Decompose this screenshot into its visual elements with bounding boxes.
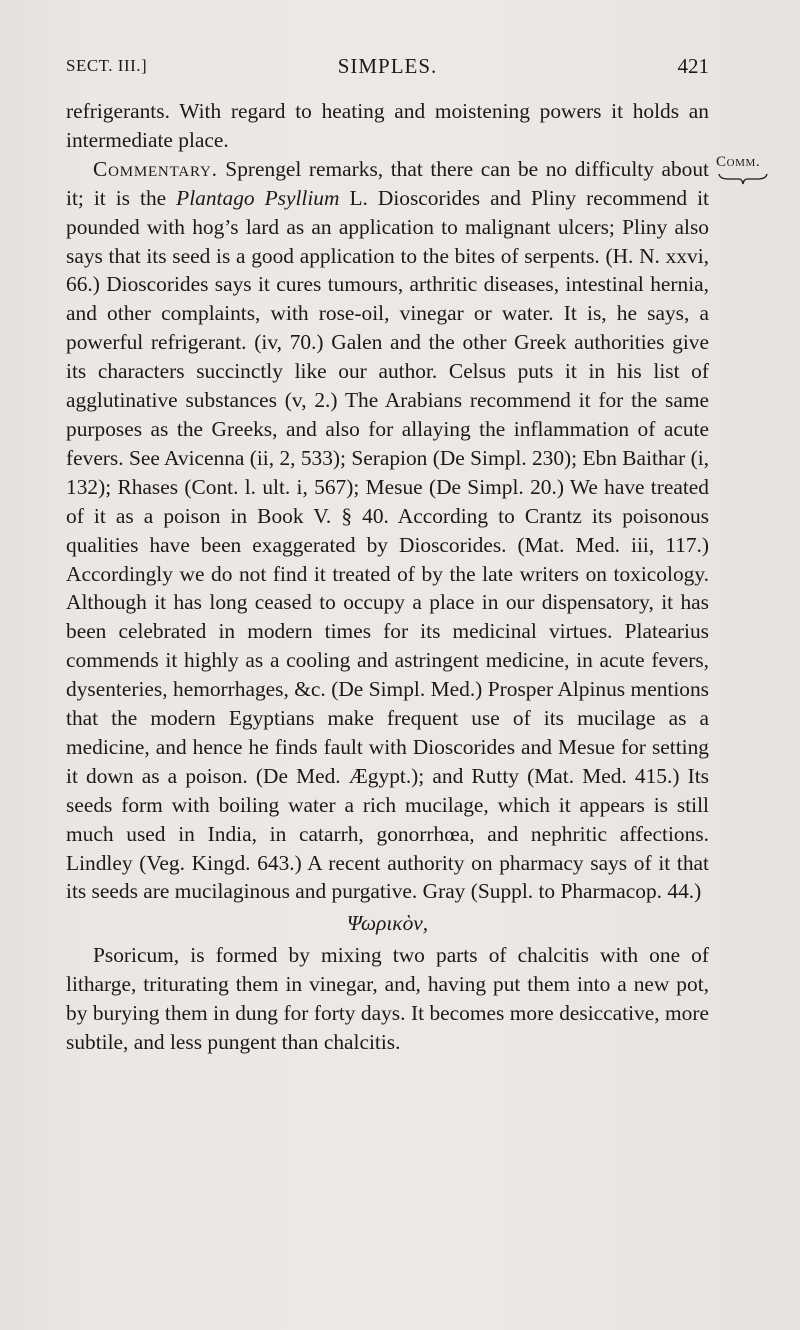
- commentary-lead: Commentary.: [93, 156, 218, 181]
- margin-brace-icon: [718, 173, 768, 185]
- species-name: Plantago Psyllium: [176, 185, 340, 210]
- body-text: [66, 97, 709, 1057]
- commentary-paragraph: [66, 155, 709, 907]
- page-title: SIMPLES.: [337, 54, 438, 78]
- running-head: [66, 54, 709, 80]
- paragraph-continuation: refrigerants. With regard to heating and moistening powers it holds an intermediate place.: [66, 99, 709, 152]
- margin-note: Comm.: [716, 154, 761, 170]
- section-label: SECT. III.]: [66, 56, 148, 75]
- commentary-text-b: L. Dioscorides and Pliny recommend it pounded with hog’s lard as an application to malignant ulcers; Pliny also says that its seed is a good application to the bites of serpents. (H. N. xxvi, 66.) Dioscorides says it cures tumours, arthritic diseases, intestinal hernia, and other complaints, with rose-oil, vinegar or water. It is, he says, a powerful refrigerant. (iv, 70.) Galen and the other Greek authorities give its characters succinctly like our author. Celsus puts it in his list of agglutinative substances (v, 2.) The Arabians recommend it for the same purposes as the Greeks, and also for allaying the inflammation of acute fevers. See Avicenna (ii, 2, 533); Serapion (De Simpl. 230); Ebn Baithar (i, 132); Rhases (Cont. l. ult. i, 567); Mesue (De Simpl. 20.) We have treated of it as a poison in Book V. § 40. According to Crantz its poisonous qualities have been exaggerated by Dioscorides. (Mat. Med. iii, 117.) Accordingly we do not find it treated of by the late writers on toxicology. Although it has long ceased to occupy a place in our dispensatory, it has been celebrated in modern times for its medicinal virtues. Platearius commends it highly as a cooling and astringent medicine, in acute fevers, dysenteries, hemorrhages, &c. (De Simpl. Med.) Prosper Alpinus mentions that the modern Egyptians make frequent use of its mucilage as a medicine, and hence he finds fault with Dioscorides and Mesue for setting it down as a poison. (De Med. Ægypt.); and Rutty (Mat. Med. 415.) Its seeds form with boiling water a rich mucilage, which it appears is still much used in India, in catarrh, gonorrhœa, and nephritic affections. Lindley (Veg. Kingd. 643.) A recent authority on pharmacy says of it that its seeds are mucilaginous and purgative. Gray (Suppl. to Pharmacop. 44.): [66, 185, 709, 904]
- page-number: 421: [677, 54, 709, 78]
- section-heading: Ψωρικὸν,: [346, 911, 429, 936]
- commentary-text-a: Sprengel remarks, that there can be no difficulty about it; it is the: [66, 156, 709, 210]
- psoricum-paragraph: Psoricum, is formed by mixing two parts of chalcitis with one of litharge, triturating them in vinegar, and, having put them into a new pot, by burying them in dung for forty days. It becomes more desiccative, more subtile, and less pungent than chalcitis.: [66, 943, 709, 1054]
